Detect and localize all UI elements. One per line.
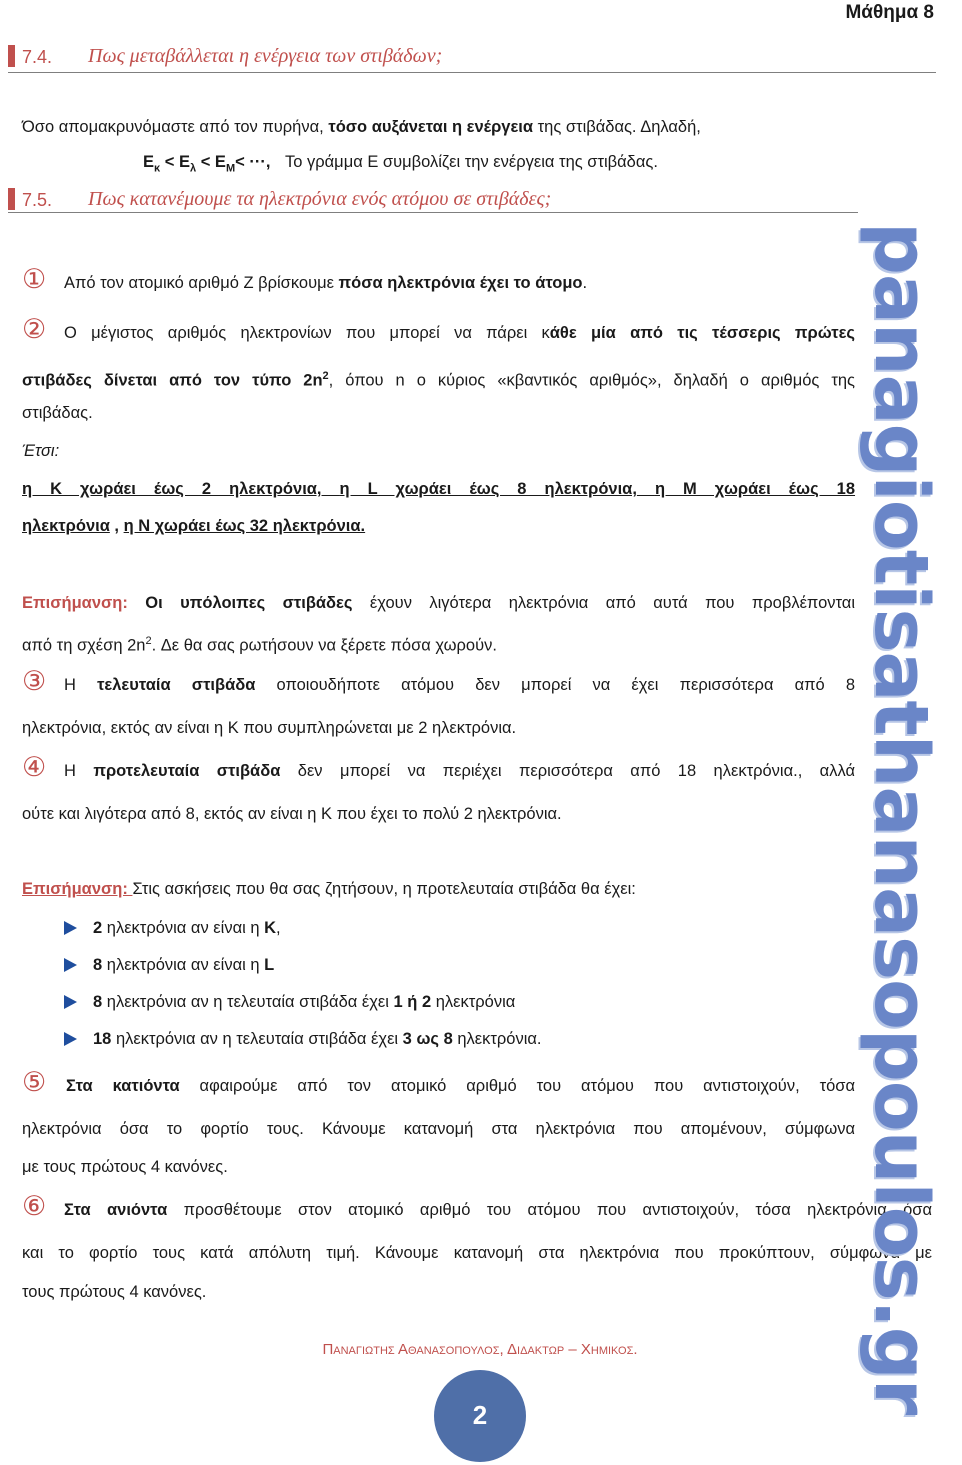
bullet-item: 8 ηλεκτρόνια αν είναι η L bbox=[93, 956, 275, 974]
rule-2-line3: στιβάδας. bbox=[22, 404, 93, 422]
circled-number-3: ③ bbox=[22, 666, 47, 696]
circled-number-6: ⑥ bbox=[22, 1191, 47, 1221]
rule-3-line1: Η τελευταία στιβάδα οποιουδήποτε ατόμου δεν μπορεί να έχει περισσότερα από 8 bbox=[64, 676, 856, 694]
rule-5-line3: με τους πρώτους 4 κανόνες. bbox=[22, 1158, 228, 1176]
rule-2-line2: στιβάδες δίνεται από τον τύπο $2n^2$, όπου n ο κύριος «κβαντικός αριθμός», δηλαδή ο αριθμός της bbox=[22, 370, 855, 390]
section-number: 7.4. bbox=[22, 47, 53, 67]
note-2: Επισήμανση: Στις ασκήσεις που θα σας ζητήσουν, η προτελευταία στιβάδα θα έχει: bbox=[22, 880, 636, 898]
energy-order bbox=[143, 151, 658, 179]
rule-5-line1: Στα κατιόντα αφαιρούμε από τον ατομικό αριθμό του ατόμου που αντιστοιχούν, τόσα bbox=[66, 1077, 855, 1095]
page-number: 2 bbox=[472, 1400, 488, 1430]
lesson-title: Μάθημα 8 bbox=[845, 2, 934, 23]
arrow-bullet-icon bbox=[64, 1032, 77, 1046]
bullet-item: 2 ηλεκτρόνια αν είναι η Κ, bbox=[93, 919, 281, 937]
section-number: 7.5. bbox=[22, 190, 53, 210]
watermark-text: panagiotisathanasopoulos.gr bbox=[858, 222, 944, 1415]
rule-3-line2: ηλεκτρόνια, εκτός αν είναι η Κ που συμπληρώνεται με 2 ηλεκτρόνια. bbox=[22, 719, 517, 737]
circled-number-1: ① bbox=[22, 264, 47, 294]
website-watermark bbox=[858, 222, 962, 1415]
etsi-label: Έτσι: bbox=[22, 442, 60, 460]
section-marker bbox=[8, 188, 15, 210]
capacity-line2: ηλεκτρόνια , η Ν χωράει έως 32 ηλεκτρόνια. bbox=[22, 517, 366, 535]
rule-1-text: Από τον ατομικό αριθμό Ζ βρίσκουμε πόσα ηλεκτρόνια έχει το άτομο. bbox=[64, 274, 588, 292]
intro-text: Όσο απομακρυνόμαστε bbox=[22, 118, 195, 136]
rule-4-line1: Η προτελευταία στιβάδα δεν μπορεί να περιέχει περισσότερα από 18 ηλεκτρόνια., αλλά bbox=[64, 762, 855, 780]
rule-6-line3: τους πρώτους 4 κανόνες. bbox=[22, 1283, 207, 1301]
arrow-bullet-icon bbox=[64, 921, 77, 935]
circled-number-4: ④ bbox=[22, 752, 47, 782]
section-title: Πως κατανέμουμε τα ηλεκτρόνια ενός ατόμου σε στιβάδες; bbox=[88, 188, 552, 210]
intro-text: από τον πυρήνα, bbox=[194, 118, 329, 136]
intro-paragraph bbox=[22, 116, 701, 138]
energy-description: Το γράμμα Ε συμβολίζει την ενέργεια της στιβάδας. bbox=[284, 153, 658, 171]
capacity-line1: η Κ χωράει έως 2 ηλεκτρόνια, η L χωράει έως 8 ηλεκτρόνια, η M χωράει έως 18 bbox=[22, 480, 856, 498]
rule-6-line1: Στα ανιόντα προσθέτουμε στον ατομικό αριθμό του ατόμου που αντιστοιχούν, τόσα ηλεκτρόνια όσα bbox=[64, 1201, 932, 1219]
rule-2-line1: Ο μέγιστος αριθμός ηλεκτρονίων που μπορεί να πάρει κάθε μία από τις τέσσερις πρώτες bbox=[64, 324, 855, 342]
note-1: Επισήμανση: Οι υπόλοιπες στιβάδες έχουν λιγότερα ηλεκτρόνια από αυτά που προβλέπονται bbox=[22, 594, 855, 612]
footer-author: Παναγιωτης Αθανασοπουλος, Διδακτωρ – Χημικος. bbox=[322, 1341, 638, 1358]
section-rule bbox=[8, 72, 936, 73]
arrow-bullet-icon bbox=[64, 995, 77, 1009]
note-1-line2: από τη σχέση $2n^2$. Δε θα σας ρωτήσουν να ξέρετε πόσα χωρούν. bbox=[22, 635, 497, 655]
bullet-item: 18 ηλεκτρόνια αν η τελευταία στιβάδα έχει 3 ως 8 ηλεκτρόνια. bbox=[93, 1030, 542, 1048]
energy-expression: $E_\kappa < E_\lambda < E_M<$ ···, bbox=[143, 153, 275, 175]
rule-6-line2: και το φορτίο τους κατά απόλυτη τιμή. Κάνουμε κατανομή στα ηλεκτρόνια που προκύπτουν, σύμφωνα με bbox=[22, 1244, 932, 1262]
rule-5-line2: ηλεκτρόνια όσα το φορτίο τους. Κάνουμε κατανομή στα ηλεκτρόνια που απομένουν, σύμφωνα bbox=[22, 1120, 855, 1138]
section-marker bbox=[8, 45, 15, 67]
intro-bold: τόσο αυξάνεται η ενέργεια bbox=[328, 118, 534, 136]
intro-text: της στιβάδας. Δηλαδή, bbox=[533, 118, 701, 136]
arrow-bullet-icon bbox=[64, 958, 77, 972]
bullet-item: 8 ηλεκτρόνια αν η τελευταία στιβάδα έχει 1 ή 2 ηλεκτρόνια bbox=[93, 993, 516, 1011]
rule-4-line2: ούτε και λιγότερα από 8, εκτός αν είναι η Κ που έχει το πολύ 2 ηλεκτρόνια. bbox=[22, 805, 562, 823]
section-rule bbox=[8, 212, 858, 213]
circled-number-5: ⑤ bbox=[22, 1067, 47, 1097]
section-title: Πως μεταβάλλεται η ενέργεια των στιβάδων; bbox=[88, 45, 443, 67]
circled-number-2: ② bbox=[22, 314, 47, 344]
